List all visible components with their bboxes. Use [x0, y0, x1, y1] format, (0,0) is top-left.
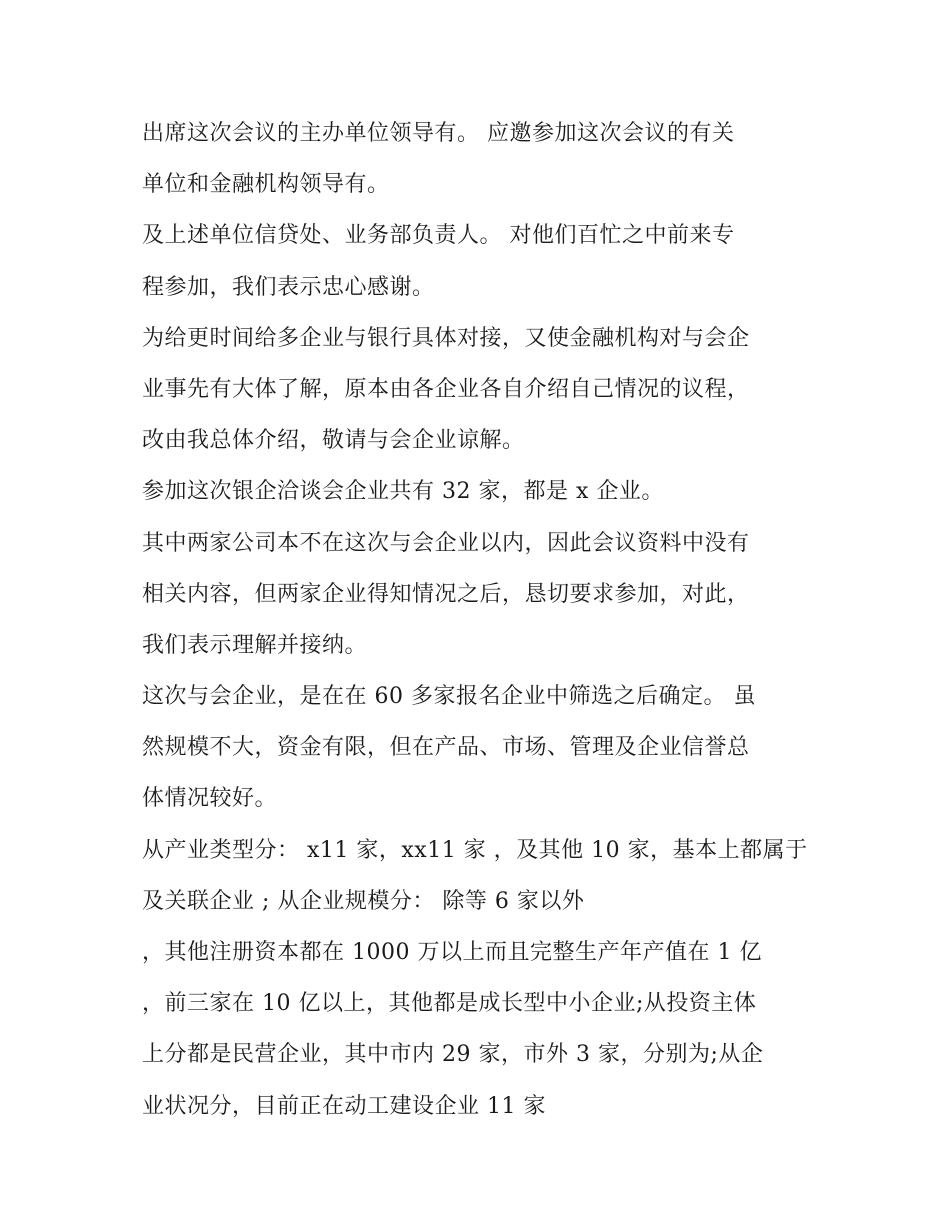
document-body [142, 108, 812, 1132]
text-line: 然规模不大，资金有限，但在产品、市场、管理及企业信誉总 [142, 735, 750, 761]
text-line: 业事先有大体了解，原本由各企业各自介绍自己情况的议程， [142, 376, 750, 402]
text-line: 上分都是民营企业，其中市内 29 家，市外 3 家，分别为;从企 [142, 1042, 764, 1068]
text-line: 从产业类型分： x11 家，xx11 家 ，及其他 10 家，基本上都属于 [142, 837, 808, 863]
text-line: 我们表示理解并接纳。 [142, 632, 368, 658]
text-line: 程参加，我们表示忠心感谢。 [142, 274, 435, 300]
text-line: 这次与会企业，是在在 60 多家报名企业中筛选之后确定。 虽 [142, 684, 756, 710]
text-line: 相关内容，但两家企业得知情况之后，恳切要求参加，对此， [142, 581, 750, 607]
text-line: 单位和金融机构领导有。 [142, 172, 390, 198]
text-line: 出席这次会议的主办单位领导有。 应邀参加这次会议的有关 [142, 121, 735, 146]
text-line: 改由我总体介绍，敬请与会企业谅解。 [142, 428, 525, 454]
text-line: 业状况分，目前正在动工建设企业 11 家 [142, 1093, 546, 1119]
text-line: 参加这次银企洽谈会企业共有 32 家，都是 x 企业。 [142, 479, 664, 505]
text-line: ，前三家在 10 亿以上，其他都是成长型中小企业;从投资主体 [142, 991, 757, 1017]
text-line: 其中两家公司本不在这次与会企业以内，因此会议资料中没有 [142, 530, 750, 556]
text-line: ，其他注册资本都在 1000 万以上而且完整生产年产值在 1 亿 [142, 940, 762, 965]
text-line: 体情况较好。 [142, 786, 278, 812]
text-line: 及关联企业 ; 从企业规模分： 除等 6 家以外 [142, 888, 585, 914]
text-line: 为给更时间给多企业与银行具体对接，又使金融机构对与会企 [142, 325, 750, 351]
text-line: 及上述单位信贷处、业务部负责人。 对他们百忙之中前来专 [142, 223, 735, 249]
